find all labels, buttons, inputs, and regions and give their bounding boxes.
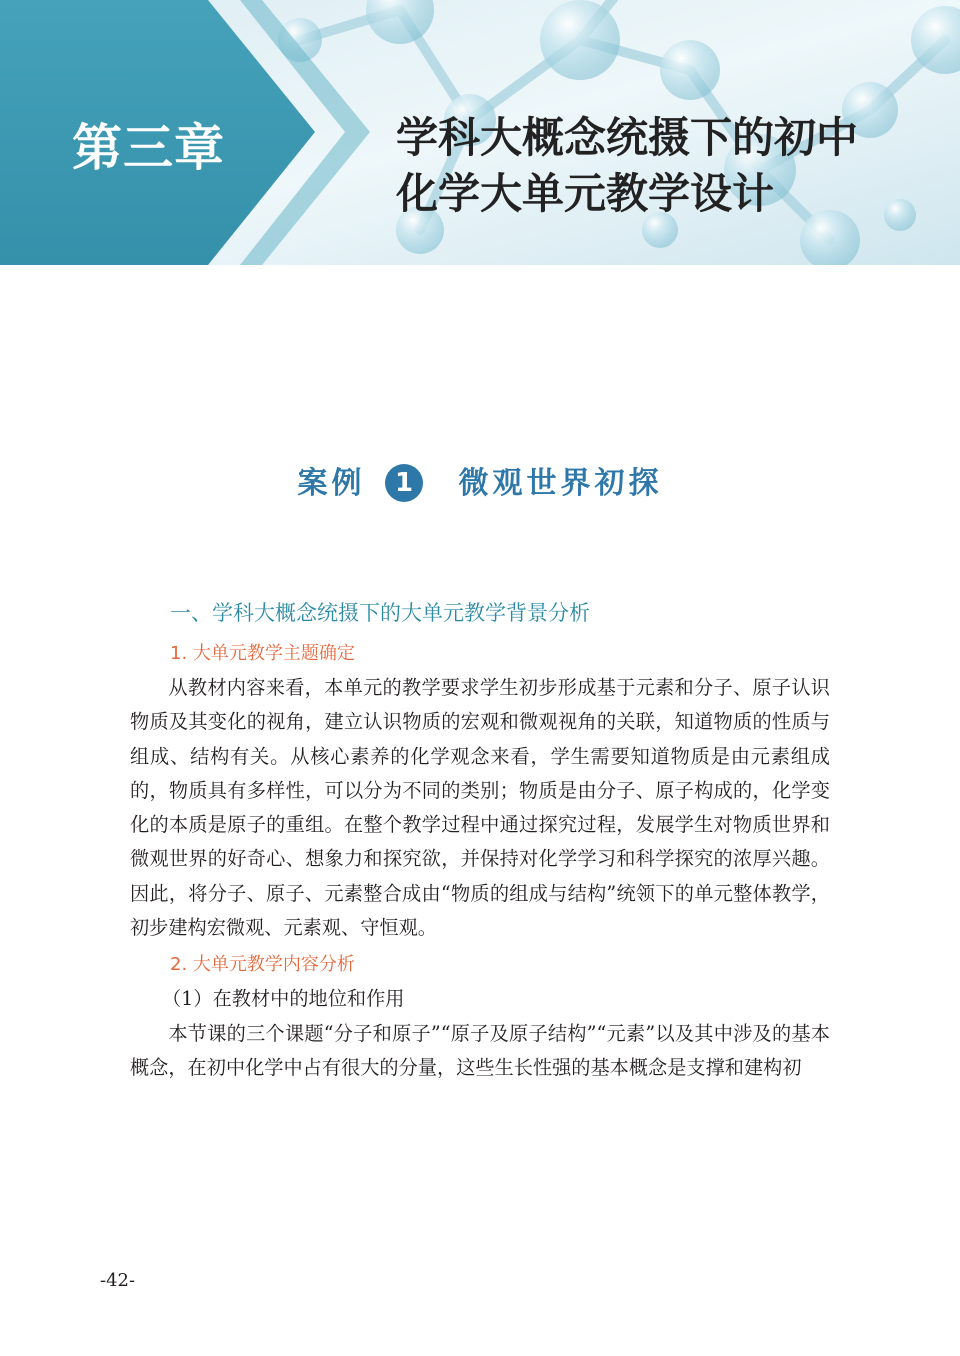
case-prefix: 案例: [297, 466, 366, 501]
page-content: [130, 598, 830, 1085]
chapter-banner: [0, 0, 960, 265]
subsub-heading: （1）在教材中的地位和作用: [162, 987, 405, 1011]
chapter-label: 第三章: [72, 119, 225, 177]
section-heading: 一、学科大概念统摄下的大单元教学背景分析: [170, 601, 590, 625]
paragraph-topic: 从教材内容来看，本单元的教学要求学生初步形成基于元素和分子、原子认识物质及其变化的视角，建立认识物质的宏观和微观视角的关联，知道物质的性质与组成、结构有关。从核心素养的化学观念来看，学生需要知道物质是由元素组成的，物质具有多样性，可以分为不同的类别；物质是由分子、原子构成的，化学变化的本质是原子的重组。在整个教学过程中通过探究过程，发展学生对物质世界和微观世界的好奇心、想象力和探究欲，并保持对化学学习和科学探究的浓厚兴趣。因此，将分子、原子、元素整合成由“物质的组成与结构”统领下的单元整体教学，初步建构宏微观、元素观、守恒观。: [130, 676, 830, 940]
paragraph-content-analysis: 本节课的三个课题“分子和原子”“原子及原子结构”“元素”以及其中涉及的基本概念，在初中化学中占有很大的分量，这些生长性强的基本概念是支撑和建构初: [130, 1021, 830, 1079]
case-name: 微观世界初探: [458, 466, 663, 501]
subheading-content-analysis: 2. 大单元教学内容分析: [170, 954, 355, 976]
page-number: -42-: [100, 1270, 136, 1291]
subheading-topic: 1. 大单元教学主题确定: [170, 643, 355, 664]
case-number-badge: 1: [385, 464, 423, 502]
case-title: [0, 460, 960, 508]
chapter-title: [396, 110, 858, 222]
chapter-title-line-1: 学科大概念统摄下的初中: [396, 113, 859, 162]
chapter-title-line-2: 化学大单元教学设计: [396, 169, 775, 218]
